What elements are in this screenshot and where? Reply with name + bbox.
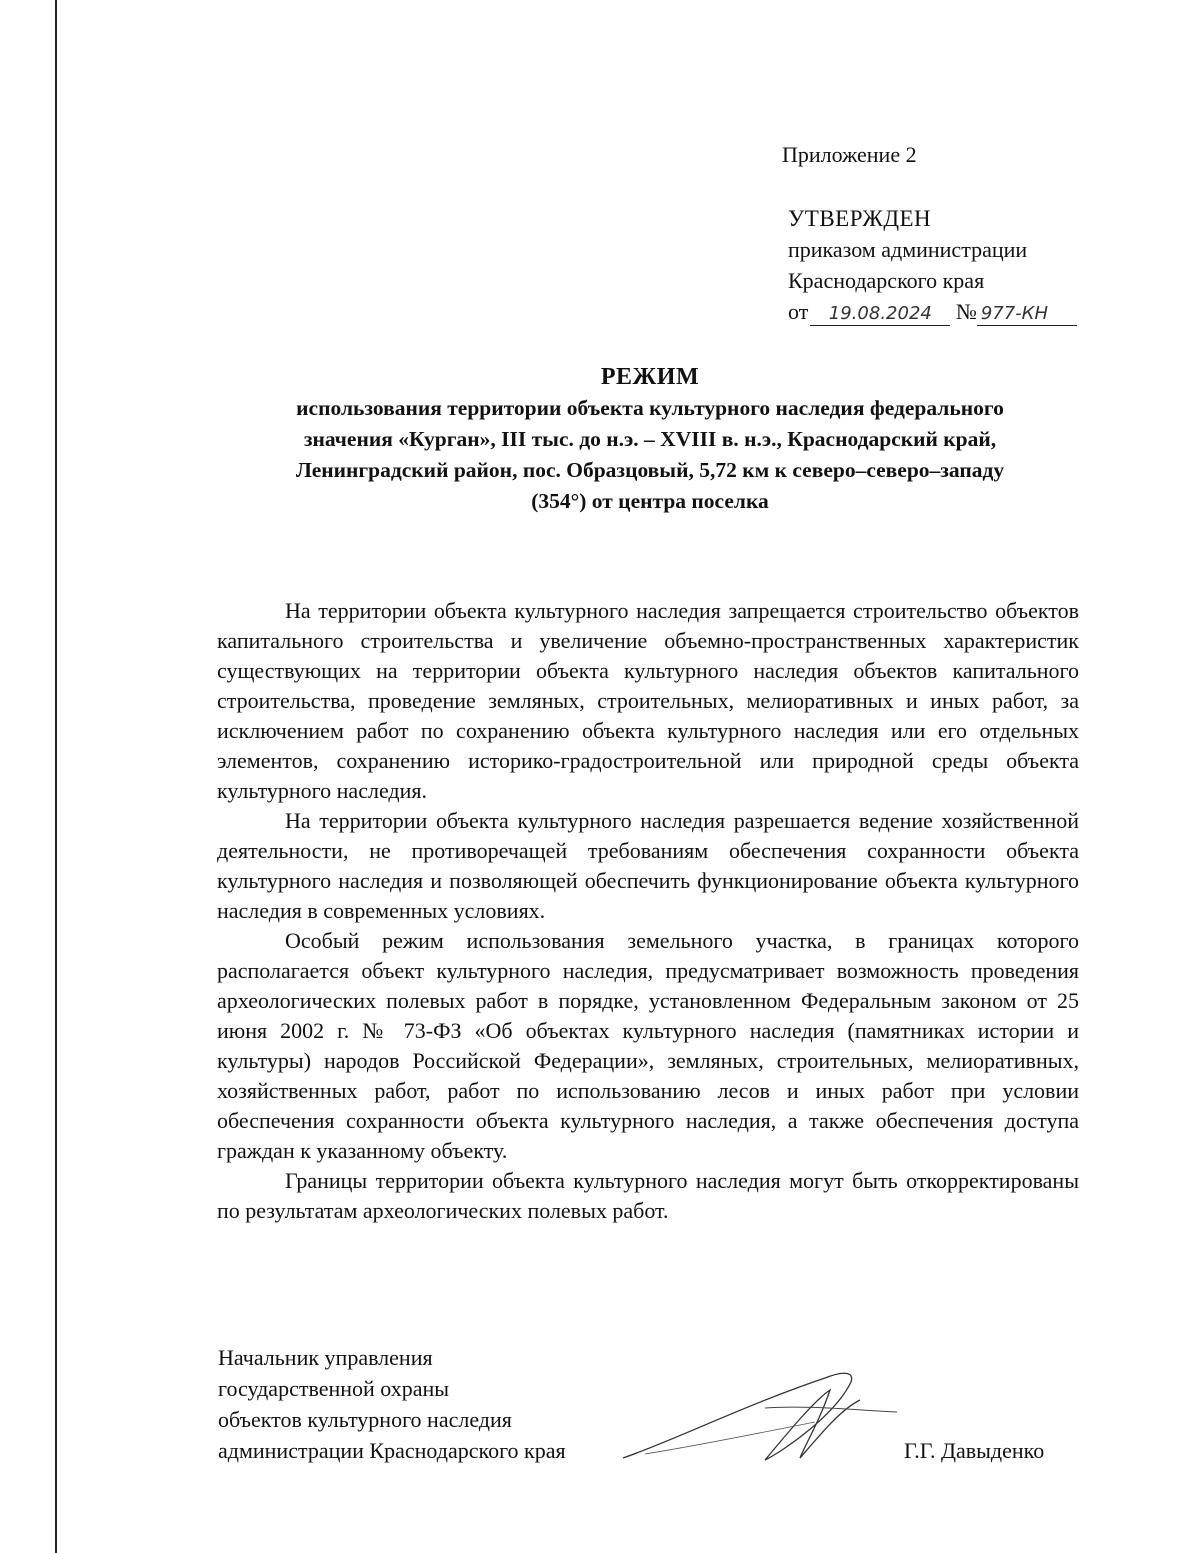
approval-line-1: приказом администрации: [788, 237, 1028, 262]
paragraph: Особый режим использования земельного участка, в границах которого располагается объект культурного наследия, предусматривает возможность проведения археологических полевых работ в порядке, установленном Федеральным законом от 25 июня 2002 г. № 73-ФЗ «Об объектах культурного наследия (памятниках истории и культуры) народов Российской Федерации», земляных, строительных, мелиоративных, хозяйственных работ, работ по использованию лесов и иных работ при условии обеспечения сохранности объекта культурного наследия, а также обеспечения доступа граждан к указанному объекту.: [217, 928, 1079, 1163]
handwritten-number: 977-КН: [977, 303, 1077, 326]
approval-line-2: Краснодарского края: [788, 268, 985, 293]
document-title: [215, 362, 1085, 517]
title-sub-line: (354°) от центра поселка: [531, 489, 769, 513]
order-line: [788, 296, 1077, 327]
title-sub-line: Ленинградский район, пос. Образцовый, 5,72 км к северо–северо–западу: [295, 458, 1005, 482]
approval-block: [788, 203, 1077, 327]
signer-line: администрации Краснодарского края: [218, 1438, 566, 1463]
signer-line: Начальник управления: [218, 1345, 433, 1370]
signer-title: [218, 1342, 566, 1466]
signer-name: Г.Г. Давыденко: [904, 1438, 1045, 1463]
approval-heading: УТВЕРЖДЕН: [788, 206, 932, 231]
number-label: №: [955, 299, 977, 324]
title-subtitle: [215, 393, 1085, 517]
signer-line: государственной охраны: [218, 1376, 450, 1401]
signer-line: объектов культурного наследия: [218, 1407, 512, 1432]
paragraph: На территории объекта культурного наследия запрещается строительство объектов капитального строительства и увеличение объемно-пространственных характеристик существующих на территории объекта культурного наследия объектов капитального строительства, проведение земляных, строительных, мелиоративных и иных работ, за исключением работ по сохранению объекта культурного наследия или его отдельных элементов, сохранению историко-градостроительной или природной среды объекта культурного наследия.: [217, 598, 1079, 803]
paragraph: На территории объекта культурного наследия разрешается ведение хозяйственной деятельности, не противоречащей требованиям обеспечения сохранности объекта культурного наследия и позволяющей обеспечить функционирование объекта культурного наследия в современных условиях.: [217, 808, 1079, 923]
page-left-edge: [55, 0, 57, 1553]
handwritten-date: 19.08.2024: [810, 303, 950, 326]
appendix-label: Приложение 2: [782, 142, 917, 167]
title-sub-line: значения «Курган», III тыс. до н.э. – XVIII в. н.э., Краснодарский край,: [303, 427, 997, 451]
title-sub-line: использования территории объекта культурного наследия федерального: [296, 396, 1004, 420]
document-body: [217, 596, 1079, 1226]
from-label: от: [788, 299, 809, 324]
signature-image: [615, 1360, 905, 1470]
title-main: РЕЖИМ: [600, 364, 700, 390]
paragraph: Границы территории объекта культурного наследия могут быть откорректированы по результатам археологических полевых работ.: [217, 1168, 1079, 1223]
